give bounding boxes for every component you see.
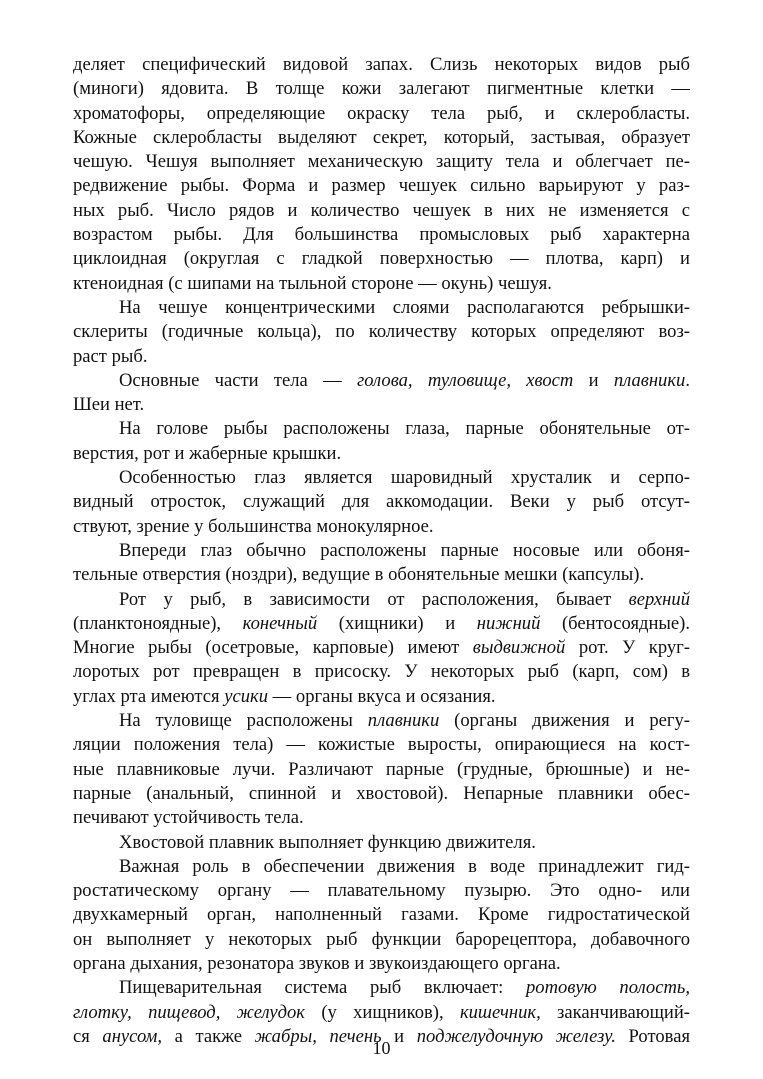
italic-term: глотку, пищевод, желудок <box>73 1001 305 1023</box>
text-line <box>73 855 690 879</box>
text-run: На чешуе концентрическими слоями располагаются ребрышки- <box>119 296 690 318</box>
text-line <box>73 393 690 417</box>
italic-term: верхний <box>628 588 690 610</box>
text-line <box>73 247 690 271</box>
text-run: редвижение рыбы. Форма и размер чешуек сильно варьируют у раз- <box>73 175 690 197</box>
text-run: парные (анальный, спинной и хвостовой). Непарные плавники обес- <box>73 782 690 804</box>
text-run: лоротых рот превращен в присоску. У некоторых рыб (карп, сом) в <box>73 661 690 683</box>
text-line <box>73 1001 690 1025</box>
text-line <box>73 174 690 198</box>
text-line <box>73 150 690 174</box>
text-run: тельные отверстия (ноздри), ведущие в обонятельные мешки (капсулы). <box>73 564 645 586</box>
text-run: Пищеварительная система рыб включает: <box>119 977 526 999</box>
text-run: возрастом рыбы. Для большинства промысловых рыб характерна <box>73 224 690 246</box>
text-run: хроматофоры, определяющие окраску тела рыб, и склеробласты. <box>73 102 690 124</box>
text-line <box>73 345 690 369</box>
text-run: (органы движения и регу- <box>439 710 690 732</box>
text-run: ные плавниковые лучи. Различают парные (грудные, брюшные) и не- <box>73 758 690 780</box>
text-line <box>73 272 690 296</box>
text-run: а также <box>162 1025 255 1047</box>
italic-term: нижний <box>476 612 541 634</box>
italic-term: кишечник, <box>459 1001 541 1023</box>
text-run: ся <box>73 1025 103 1047</box>
text-run: Впереди глаз обычно расположены парные носовые или обоня- <box>119 539 690 561</box>
text-run: заканчивающий- <box>540 1001 690 1023</box>
text-line <box>73 709 690 733</box>
text-line <box>73 102 690 126</box>
text-run: (бентосоядные). <box>540 612 690 634</box>
text-line <box>73 612 690 636</box>
text-run: Особенностью глаз является шаровидный хрусталик и серпо- <box>119 467 690 489</box>
text-run: ных рыб. Число рядов и количество чешуек в них не изменяется с <box>73 199 690 221</box>
text-line <box>73 685 690 709</box>
text-run: (у хищников), <box>304 1001 460 1023</box>
text-run: рот. У круг- <box>565 637 690 659</box>
text-run: Рот у рыб, в зависимости от расположения, бывает <box>119 588 629 610</box>
text-line <box>73 442 690 466</box>
text-run: Многие рыбы (осетровые, карповые) имеют <box>73 637 473 659</box>
text-line <box>73 660 690 684</box>
text-run: На голове рыбы расположены глаза, парные обонятельные от- <box>119 418 690 440</box>
text-line <box>73 53 690 77</box>
text-run: ростатическому органу — плавательному пузырю. Это одно- или <box>73 880 690 902</box>
text-run: и <box>381 1025 417 1047</box>
text-line <box>73 903 690 927</box>
text-line <box>73 806 690 830</box>
text-run: деляет специфический видовой запах. Слизь некоторых видов рыб <box>73 54 690 75</box>
text-line <box>73 563 690 587</box>
text-run: ляции положения тела) — кожистые выросты, опирающиеся на кост- <box>73 734 690 756</box>
italic-term: поджелудочную железу. <box>416 1025 616 1047</box>
page-number: 10 <box>372 1038 391 1058</box>
text-line <box>73 782 690 806</box>
italic-term: жабры, печень <box>254 1025 382 1047</box>
italic-term: плавники <box>613 369 686 391</box>
text-run: Важная роль в обеспечении движения в воде принадлежит гид- <box>119 855 690 877</box>
text-run: ктеноидная (с шипами на тыльной стороне — окунь) чешуя. <box>73 272 552 294</box>
text-line <box>73 515 690 539</box>
text-run: Шеи нет. <box>73 394 145 416</box>
text-line <box>73 758 690 782</box>
text-run: (планктоноядные), <box>73 612 243 634</box>
italic-term: ротовую полость, <box>526 977 690 999</box>
italic-term: усики <box>224 685 268 707</box>
text-run: органа дыхания, резонатора звуков и звукоиздающего органа. <box>73 952 561 974</box>
text-run: Ротовая <box>615 1025 690 1047</box>
italic-term: плавники <box>367 710 440 732</box>
text-run: — органы вкуса и осязания. <box>268 685 496 707</box>
text-line <box>73 490 690 514</box>
text-line <box>73 296 690 320</box>
text-run: раст рыб. <box>73 345 148 367</box>
italic-term: выдвижной <box>472 637 566 659</box>
text-run: печивают устойчивость тела. <box>73 807 304 829</box>
text-line <box>73 77 690 101</box>
italic-term: голова, туловище, хвост <box>356 369 574 391</box>
text-line <box>73 126 690 150</box>
text-run: . <box>685 369 690 391</box>
text-run: и <box>573 369 614 391</box>
text-line <box>73 539 690 563</box>
text-line <box>73 223 690 247</box>
text-line <box>73 952 690 976</box>
text-line <box>73 831 690 855</box>
text-run: он выполняет у некоторых рыб функции барорецептора, добавочного <box>73 928 690 950</box>
text-run: (миноги) ядовита. В толще кожи залегают пигментные клетки — <box>73 78 690 100</box>
text-run: На туловище расположены <box>119 710 368 732</box>
text-run: циклоидная (округлая с гладкой поверхностью — плотва, карп) и <box>73 248 690 270</box>
text-line <box>73 466 690 490</box>
text-run: (хищники) и <box>317 612 477 634</box>
text-line <box>73 588 690 612</box>
text-line <box>73 928 690 952</box>
text-run: верстия, рот и жаберные крышки. <box>73 442 342 464</box>
text-line <box>73 369 690 393</box>
text-line <box>73 976 690 1000</box>
text-run: ствуют, зрение у большинства монокулярное. <box>73 515 434 537</box>
italic-term: конечный <box>242 612 318 634</box>
text-run: Хвостовой плавник выполняет функцию движителя. <box>119 831 536 853</box>
text-line <box>73 320 690 344</box>
text-line <box>73 733 690 757</box>
italic-term: анусом, <box>102 1025 163 1047</box>
text-run: Кожные склеробласты выделяют секрет, который, застывая, образует <box>73 126 690 148</box>
text-run: видный отросток, служащий для аккомодации. Веки у рыб отсут- <box>73 491 690 513</box>
text-line <box>73 636 690 660</box>
text-line <box>73 879 690 903</box>
text-line <box>73 417 690 441</box>
text-line <box>73 199 690 223</box>
body-text <box>73 53 690 1049</box>
text-run: двухкамерный орган, наполненный газами. Кроме гидростатической <box>73 904 690 926</box>
text-run: углах рта имеются <box>73 685 225 707</box>
text-run: чешую. Чешуя выполняет механическую защиту тела и облегчает пе- <box>73 151 690 173</box>
text-run: склериты (годичные кольца), по количеству которых определяют воз- <box>73 321 690 343</box>
text-run: Основные части тела — <box>119 369 357 391</box>
